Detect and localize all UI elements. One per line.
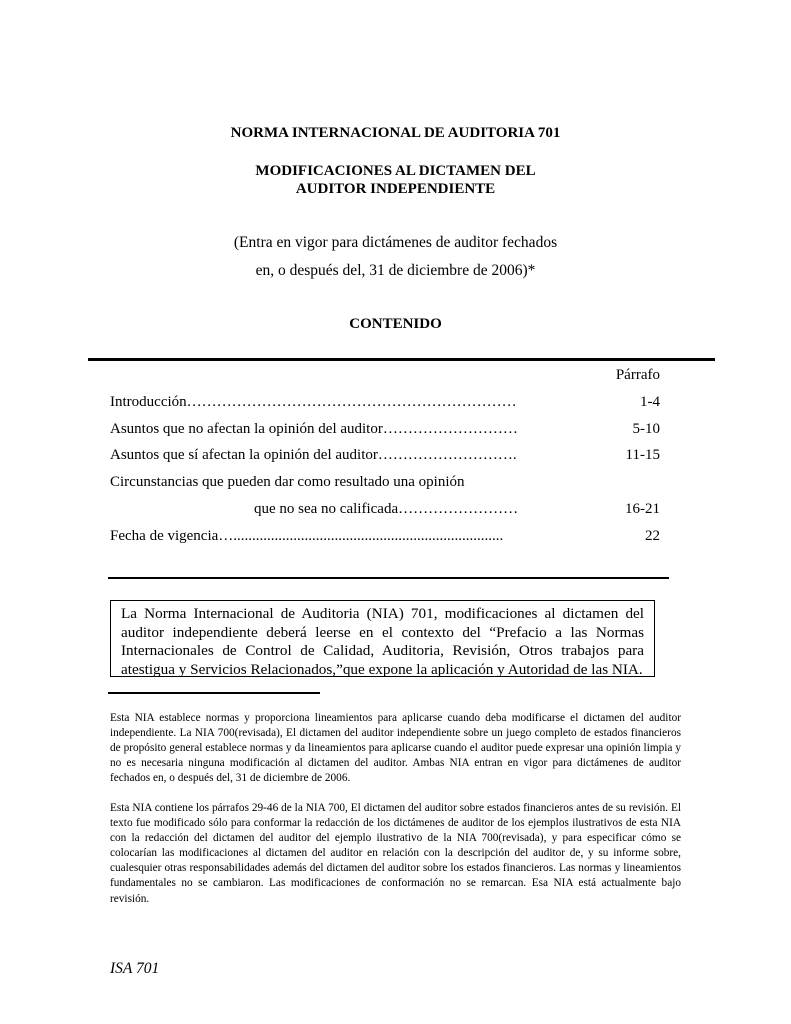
toc-row-paragraph: 1-4 (640, 394, 660, 410)
page-footer-label: ISA 701 (110, 960, 160, 977)
toc-column-header (110, 367, 660, 387)
toc-row[interactable] (110, 501, 660, 521)
toc-row-paragraph: 5-10 (632, 421, 660, 437)
toc-paragraph-header: Párrafo (615, 367, 660, 383)
toc-row-label: Introducción………………………………………………………… (110, 394, 517, 410)
contents-bottom-rule (108, 577, 669, 579)
toc-row-label: Fecha de vigencia…........................................................................ (110, 528, 504, 544)
toc-row-paragraph: 22 (645, 528, 660, 544)
toc-row[interactable] (110, 421, 660, 441)
document-title: NORMA INTERNACIONAL DE AUDITORIA 701 (230, 125, 561, 141)
toc-row-paragraph: 16-21 (625, 501, 660, 517)
toc-row-label: Asuntos que sí afectan la opinión del auditor………………………. (110, 447, 517, 463)
footnote-separator (108, 692, 320, 694)
document-subtitle-line2: AUDITOR INDEPENDIENTE (295, 181, 496, 197)
toc-row-label: que no sea no calificada…………………… (254, 501, 519, 517)
toc-row-label: Asuntos que no afectan la opinión del auditor……………………… (110, 421, 518, 437)
notice-box: La Norma Internacional de Auditoria (NIA) 701, modificaciones al dictamen del auditor independiente deberá leerse en el contexto del “Prefacio a las Normas Internacionales de Control de Calidad, Auditoria, Revisión, Otros trabajos para atestigua y Servicios Relacionados,”que expone la aplicación y Autoridad de las NIA. (110, 600, 655, 677)
footnote-paragraph-1: Esta NIA establece normas y proporciona lineamientos para aplicarse cuando deba modificarse el dictamen del auditor independiente. La NIA 700(revisada), El dictamen del auditor independiente sobre un juego completo de estados financieros de propósito general establece normas y da lineamientos para aplicarse cuando el auditor puede expresar una opinión limpia y no es necesaria ninguna modificación al dictamen del auditor. Ambas NIA entran en vigor para dictámenes de auditor fechados en, o después del, 31 de diciembre de 2006. (110, 712, 681, 785)
contents-top-rule (88, 358, 715, 361)
effective-date-line2: en, o después del, 31 de diciembre de 2006)* (255, 262, 536, 279)
document-subtitle-line1: MODIFICACIONES AL DICTAMEN DEL (255, 163, 536, 179)
toc-row[interactable] (110, 528, 660, 548)
toc-row[interactable] (110, 394, 660, 414)
toc-row (110, 474, 660, 494)
contents-heading: CONTENIDO (349, 316, 442, 332)
effective-date-line1: (Entra en vigor para dictámenes de auditor fechados (233, 234, 558, 251)
toc-row-label: Circunstancias que pueden dar como resultado una opinión (110, 474, 465, 490)
toc-row-paragraph: 11-15 (625, 447, 660, 463)
footnote-paragraph-2: Esta NIA contiene los párrafos 29-46 de la NIA 700, El dictamen del auditor sobre estados financieros antes de su revisión. El texto fue modificado sólo para conformar la redacción de los dictámenes de auditor de los ejemplos ilustrativos de esta NIA con la redacción del dictamen del auditor del ejemplo ilustrativo de la NIA 700(revisada), y para especificar cómo se colocarían las modificaciones al dictamen del auditor en relación con la descripción del auditor de, y su informe sobre, cualesquier otras responsabilidades además del dictamen del auditor sobre los estados financieros. Las normas y lineamientos fundamentales no se cambiaron. Las modificaciones de conformación no se remarcan. Esa NIA está actualmente bajo revisión. (110, 802, 681, 905)
toc-row[interactable] (110, 447, 660, 467)
